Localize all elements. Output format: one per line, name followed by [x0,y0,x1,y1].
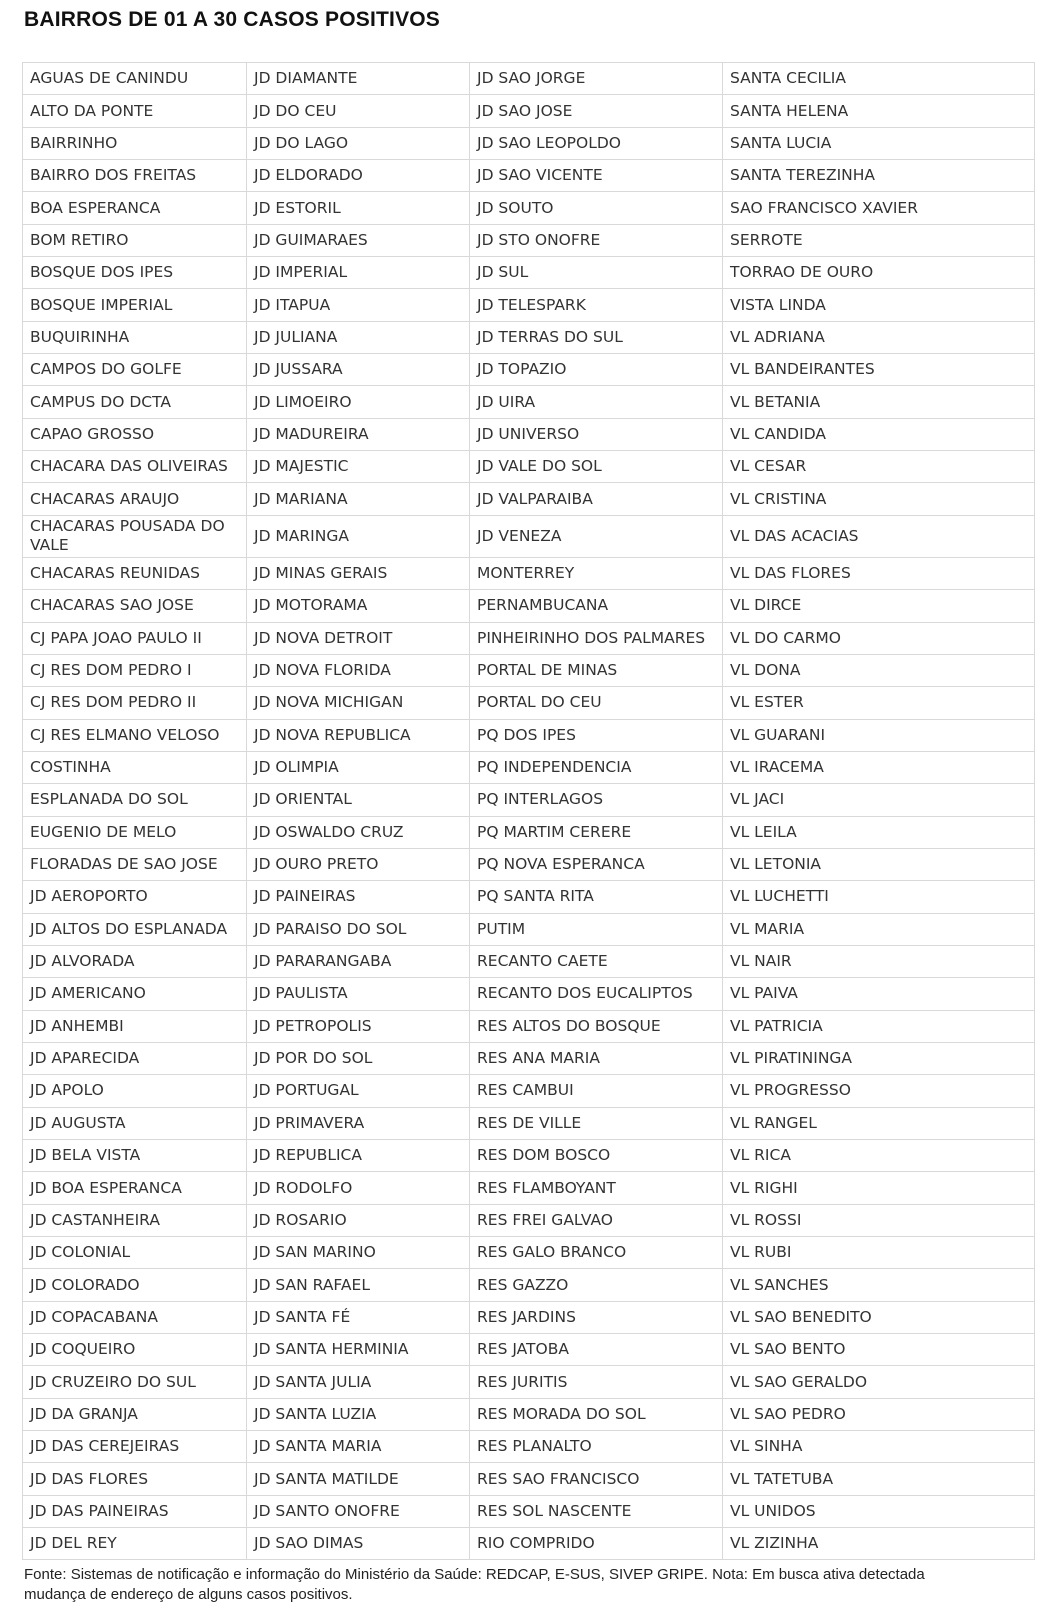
neighborhood-cell: CAPAO GROSSO [23,418,247,450]
neighborhood-cell: JD OSWALDO CRUZ [247,816,470,848]
table-row [23,978,1035,1010]
neighborhood-cell: JD AMERICANO [23,978,247,1010]
neighborhood-cell: VL PIRATININGA [723,1042,1035,1074]
neighborhood-cell: JD NOVA REPUBLICA [247,719,470,751]
neighborhood-cell: JD ALTOS DO ESPLANADA [23,913,247,945]
neighborhood-cell: PQ INDEPENDENCIA [470,751,723,783]
neighborhood-cell: JD MADUREIRA [247,418,470,450]
neighborhood-cell: RES JATOBA [470,1334,723,1366]
neighborhood-cell: RES FLAMBOYANT [470,1172,723,1204]
neighborhood-cell: JD MOTORAMA [247,590,470,622]
neighborhood-cell: JD OURO PRETO [247,848,470,880]
table-row [23,451,1035,483]
neighborhood-cell: JD APARECIDA [23,1042,247,1074]
neighborhood-cell: RES GALO BRANCO [470,1237,723,1269]
neighborhood-cell: JD CRUZEIRO DO SUL [23,1366,247,1398]
neighborhood-cell: JD GUIMARAES [247,224,470,256]
neighborhood-cell: JD POR DO SOL [247,1042,470,1074]
source-footnote: Fonte: Sistemas de notificação e informação do Ministério da Saúde: REDCAP, E-SUS, SIVEP GRIPE. Nota: Em busca ativa detectada mudança de endereço de alguns casos positivos. [24,1566,925,1603]
neighborhood-cell: JD UNIVERSO [470,418,723,450]
table-row [23,622,1035,654]
table-row [23,719,1035,751]
neighborhood-cell: JD DEL REY [23,1528,247,1560]
neighborhood-cell: JD TOPAZIO [470,354,723,386]
neighborhood-cell: VL PAIVA [723,978,1035,1010]
neighborhood-cell: VL PROGRESSO [723,1075,1035,1107]
neighborhood-cell: CHACARA DAS OLIVEIRAS [23,451,247,483]
neighborhood-cell: VL RUBI [723,1237,1035,1269]
neighborhood-cell: JD PETROPOLIS [247,1010,470,1042]
table-row [23,354,1035,386]
neighborhood-cell: JD SAN MARINO [247,1237,470,1269]
neighborhood-cell: JD COQUEIRO [23,1334,247,1366]
neighborhood-cell: RES DE VILLE [470,1107,723,1139]
neighborhood-cell: JD MAJESTIC [247,451,470,483]
neighborhood-cell: JD UIRA [470,386,723,418]
table-row [23,1528,1035,1560]
neighborhood-cell: JD SAN RAFAEL [247,1269,470,1301]
neighborhood-cell: JD NOVA DETROIT [247,622,470,654]
neighborhood-cell: JD SAO DIMAS [247,1528,470,1560]
neighborhood-cell: VL IRACEMA [723,751,1035,783]
table-row [23,1042,1035,1074]
neighborhood-cell: BOSQUE IMPERIAL [23,289,247,321]
neighborhood-cell: JD TERRAS DO SUL [470,321,723,353]
table-row [23,1204,1035,1236]
neighborhood-cell: RIO COMPRIDO [470,1528,723,1560]
neighborhood-cell: CHACARAS REUNIDAS [23,557,247,589]
neighborhood-cell: RECANTO DOS EUCALIPTOS [470,978,723,1010]
neighborhood-cell: VL MARIA [723,913,1035,945]
neighborhood-cell: VL LETONIA [723,848,1035,880]
table-row [23,1301,1035,1333]
neighborhood-cell: ESPLANADA DO SOL [23,784,247,816]
neighborhood-cell: JD STO ONOFRE [470,224,723,256]
neighborhood-cell: JD SANTA MATILDE [247,1463,470,1495]
neighborhood-cell: VL CRISTINA [723,483,1035,515]
table-row [23,1010,1035,1042]
neighborhood-cell: RES DOM BOSCO [470,1140,723,1172]
neighborhood-cell: MONTERREY [470,557,723,589]
neighborhood-cell: JD AUGUSTA [23,1107,247,1139]
neighborhood-cell: JD ORIENTAL [247,784,470,816]
table-row [23,95,1035,127]
neighborhood-cell: CJ PAPA JOAO PAULO II [23,622,247,654]
neighborhood-cell: RES ANA MARIA [470,1042,723,1074]
neighborhood-cell: BOSQUE DOS IPES [23,257,247,289]
neighborhood-cell: JD SAO LEOPOLDO [470,127,723,159]
neighborhood-cell: JD SANTA JULIA [247,1366,470,1398]
neighborhood-cell: VL DONA [723,654,1035,686]
neighborhood-cell: BAIRRO DOS FREITAS [23,160,247,192]
neighborhood-cell: VL SAO BENEDITO [723,1301,1035,1333]
neighborhood-cell: SANTA LUCIA [723,127,1035,159]
table-row [23,913,1035,945]
neighborhood-cell: EUGENIO DE MELO [23,816,247,848]
table-row [23,418,1035,450]
table-row [23,1269,1035,1301]
neighborhood-cell: JD BOA ESPERANCA [23,1172,247,1204]
neighborhood-cell: JD COLORADO [23,1269,247,1301]
neighborhood-cell: ALTO DA PONTE [23,95,247,127]
table-row [23,257,1035,289]
neighborhood-cell: RES ALTOS DO BOSQUE [470,1010,723,1042]
neighborhood-cell: FLORADAS DE SAO JOSE [23,848,247,880]
table-row [23,654,1035,686]
neighborhood-cell: JD SANTA FÉ [247,1301,470,1333]
neighborhood-cell: VL RANGEL [723,1107,1035,1139]
neighborhood-cell: CHACARAS ARAUJO [23,483,247,515]
table-row [23,515,1035,557]
neighborhood-cell: VL DO CARMO [723,622,1035,654]
neighborhood-cell: JD JULIANA [247,321,470,353]
neighborhood-cell: SANTA CECILIA [723,63,1035,95]
table-row [23,687,1035,719]
neighborhood-cell: JD ALVORADA [23,945,247,977]
neighborhood-cell: JD LIMOEIRO [247,386,470,418]
neighborhood-cell: CHACARAS POUSADA DO VALE [23,515,247,557]
table-row [23,1140,1035,1172]
table-row [23,224,1035,256]
table-row [23,192,1035,224]
neighborhood-cell: CHACARAS SAO JOSE [23,590,247,622]
neighborhood-cell: JD SANTA HERMINIA [247,1334,470,1366]
neighborhood-cell: VL PATRICIA [723,1010,1035,1042]
neighborhood-cell: VISTA LINDA [723,289,1035,321]
neighborhood-cell: VL SAO GERALDO [723,1366,1035,1398]
neighborhood-cell: CAMPOS DO GOLFE [23,354,247,386]
neighborhood-cell: RECANTO CAETE [470,945,723,977]
neighborhood-cell: JD CASTANHEIRA [23,1204,247,1236]
neighborhood-cell: JD ELDORADO [247,160,470,192]
neighborhood-cell: VL UNIDOS [723,1495,1035,1527]
neighborhood-cell: VL SANCHES [723,1269,1035,1301]
table-row [23,1431,1035,1463]
neighborhood-cell: JD RODOLFO [247,1172,470,1204]
neighborhood-cell: VL SAO BENTO [723,1334,1035,1366]
neighborhood-cell: JD SAO JORGE [470,63,723,95]
neighborhood-cell: JD SAO JOSE [470,95,723,127]
neighborhood-cell: JD ITAPUA [247,289,470,321]
table-row [23,1495,1035,1527]
neighborhood-cell: CJ RES ELMANO VELOSO [23,719,247,751]
table-row [23,127,1035,159]
neighborhood-cell: BAIRRINHO [23,127,247,159]
neighborhood-cell: RES CAMBUI [470,1075,723,1107]
neighborhood-cell: JD DAS PAINEIRAS [23,1495,247,1527]
table-row [23,483,1035,515]
neighborhood-cell: JD MARIANA [247,483,470,515]
table-row [23,816,1035,848]
neighborhood-cell: JD PRIMAVERA [247,1107,470,1139]
neighborhood-cell: AGUAS DE CANINDU [23,63,247,95]
table-row [23,160,1035,192]
table-row [23,557,1035,589]
neighborhood-cell: JD TELESPARK [470,289,723,321]
neighborhood-cell: JD BELA VISTA [23,1140,247,1172]
neighborhood-cell: VL BETANIA [723,386,1035,418]
neighborhood-cell: JD COLONIAL [23,1237,247,1269]
neighborhood-cell: JD NOVA FLORIDA [247,654,470,686]
neighborhood-cell: VL RICA [723,1140,1035,1172]
neighborhood-cell: PORTAL DO CEU [470,687,723,719]
table-row [23,881,1035,913]
neighborhood-cell: TORRAO DE OURO [723,257,1035,289]
neighborhood-cell: JD VALE DO SOL [470,451,723,483]
neighborhood-cell: PQ SANTA RITA [470,881,723,913]
table-row [23,386,1035,418]
neighborhood-cell: PUTIM [470,913,723,945]
neighborhood-cell: SERROTE [723,224,1035,256]
table-row [23,1463,1035,1495]
neighborhood-cell: JD PAINEIRAS [247,881,470,913]
neighborhood-cell: VL ROSSI [723,1204,1035,1236]
neighborhood-cell: PQ DOS IPES [470,719,723,751]
neighborhood-cell: JD DO LAGO [247,127,470,159]
neighborhood-cell: VL CESAR [723,451,1035,483]
table-row [23,848,1035,880]
neighborhood-cell: VL JACI [723,784,1035,816]
neighborhood-cell: JD DIAMANTE [247,63,470,95]
page-title: BAIRROS DE 01 A 30 CASOS POSITIVOS [24,8,441,31]
table-row [23,1075,1035,1107]
neighborhood-cell: VL ESTER [723,687,1035,719]
neighborhood-cell: PQ INTERLAGOS [470,784,723,816]
neighborhood-cell: JD MINAS GERAIS [247,557,470,589]
neighborhood-table [22,62,1035,1560]
table-row [23,1334,1035,1366]
table-row [23,784,1035,816]
table-row [23,1366,1035,1398]
neighborhood-cell: JD ESTORIL [247,192,470,224]
table-row [23,1398,1035,1430]
neighborhood-cell: PERNAMBUCANA [470,590,723,622]
table-row [23,1172,1035,1204]
neighborhood-cell: COSTINHA [23,751,247,783]
neighborhood-cell: JD AEROPORTO [23,881,247,913]
neighborhood-cell: JD APOLO [23,1075,247,1107]
table-row [23,945,1035,977]
neighborhood-cell: VL DAS ACACIAS [723,515,1035,557]
neighborhood-cell: PQ MARTIM CERERE [470,816,723,848]
neighborhood-cell: JD DA GRANJA [23,1398,247,1430]
neighborhood-cell: VL CANDIDA [723,418,1035,450]
neighborhood-cell: JD COPACABANA [23,1301,247,1333]
neighborhood-cell: VL SINHA [723,1431,1035,1463]
neighborhood-table-body [23,63,1035,1560]
neighborhood-cell: JD SUL [470,257,723,289]
table-row [23,63,1035,95]
neighborhood-cell: CJ RES DOM PEDRO I [23,654,247,686]
neighborhood-cell: JD DAS CEREJEIRAS [23,1431,247,1463]
neighborhood-cell: JD SANTA MARIA [247,1431,470,1463]
table-row [23,590,1035,622]
neighborhood-cell: JD REPUBLICA [247,1140,470,1172]
table-row [23,321,1035,353]
neighborhood-cell: SAO FRANCISCO XAVIER [723,192,1035,224]
neighborhood-cell: JD PAULISTA [247,978,470,1010]
neighborhood-cell: JD SANTA LUZIA [247,1398,470,1430]
neighborhood-cell: JD VENEZA [470,515,723,557]
neighborhood-cell: JD MARINGA [247,515,470,557]
table-row [23,751,1035,783]
neighborhood-cell: BOM RETIRO [23,224,247,256]
neighborhood-cell: BOA ESPERANCA [23,192,247,224]
neighborhood-cell: RES JURITIS [470,1366,723,1398]
neighborhood-cell: RES MORADA DO SOL [470,1398,723,1430]
neighborhood-cell: VL LUCHETTI [723,881,1035,913]
neighborhood-cell: SANTA HELENA [723,95,1035,127]
neighborhood-cell: VL DIRCE [723,590,1035,622]
neighborhood-cell: BUQUIRINHA [23,321,247,353]
neighborhood-cell: RES JARDINS [470,1301,723,1333]
neighborhood-cell: PORTAL DE MINAS [470,654,723,686]
neighborhood-cell: RES SAO FRANCISCO [470,1463,723,1495]
neighborhood-cell: CJ RES DOM PEDRO II [23,687,247,719]
neighborhood-cell: JD VALPARAIBA [470,483,723,515]
table-row [23,289,1035,321]
neighborhood-cell: PQ NOVA ESPERANCA [470,848,723,880]
neighborhood-cell: JD NOVA MICHIGAN [247,687,470,719]
neighborhood-cell: JD SOUTO [470,192,723,224]
table-row [23,1237,1035,1269]
neighborhood-cell: VL RIGHI [723,1172,1035,1204]
neighborhood-cell: JD SANTO ONOFRE [247,1495,470,1527]
neighborhood-cell: VL ZIZINHA [723,1528,1035,1560]
neighborhood-cell: VL TATETUBA [723,1463,1035,1495]
neighborhood-cell: PINHEIRINHO DOS PALMARES [470,622,723,654]
neighborhood-cell: JD DAS FLORES [23,1463,247,1495]
neighborhood-cell: JD IMPERIAL [247,257,470,289]
neighborhood-cell: VL LEILA [723,816,1035,848]
neighborhood-cell: SANTA TEREZINHA [723,160,1035,192]
neighborhood-cell: RES SOL NASCENTE [470,1495,723,1527]
neighborhood-cell: JD ROSARIO [247,1204,470,1236]
neighborhood-cell: JD OLIMPIA [247,751,470,783]
neighborhood-cell: VL NAIR [723,945,1035,977]
neighborhood-cell: VL ADRIANA [723,321,1035,353]
neighborhood-cell: VL DAS FLORES [723,557,1035,589]
neighborhood-cell: VL SAO PEDRO [723,1398,1035,1430]
neighborhood-cell: JD PARARANGABA [247,945,470,977]
neighborhood-cell: JD DO CEU [247,95,470,127]
neighborhood-cell: VL GUARANI [723,719,1035,751]
neighborhood-cell: JD PARAISO DO SOL [247,913,470,945]
neighborhood-cell: RES FREI GALVAO [470,1204,723,1236]
neighborhood-cell: JD PORTUGAL [247,1075,470,1107]
neighborhood-cell: VL BANDEIRANTES [723,354,1035,386]
neighborhood-cell: RES PLANALTO [470,1431,723,1463]
neighborhood-cell: JD SAO VICENTE [470,160,723,192]
table-row [23,1107,1035,1139]
neighborhood-cell: CAMPUS DO DCTA [23,386,247,418]
neighborhood-cell: JD JUSSARA [247,354,470,386]
neighborhood-cell: JD ANHEMBI [23,1010,247,1042]
neighborhood-cell: RES GAZZO [470,1269,723,1301]
